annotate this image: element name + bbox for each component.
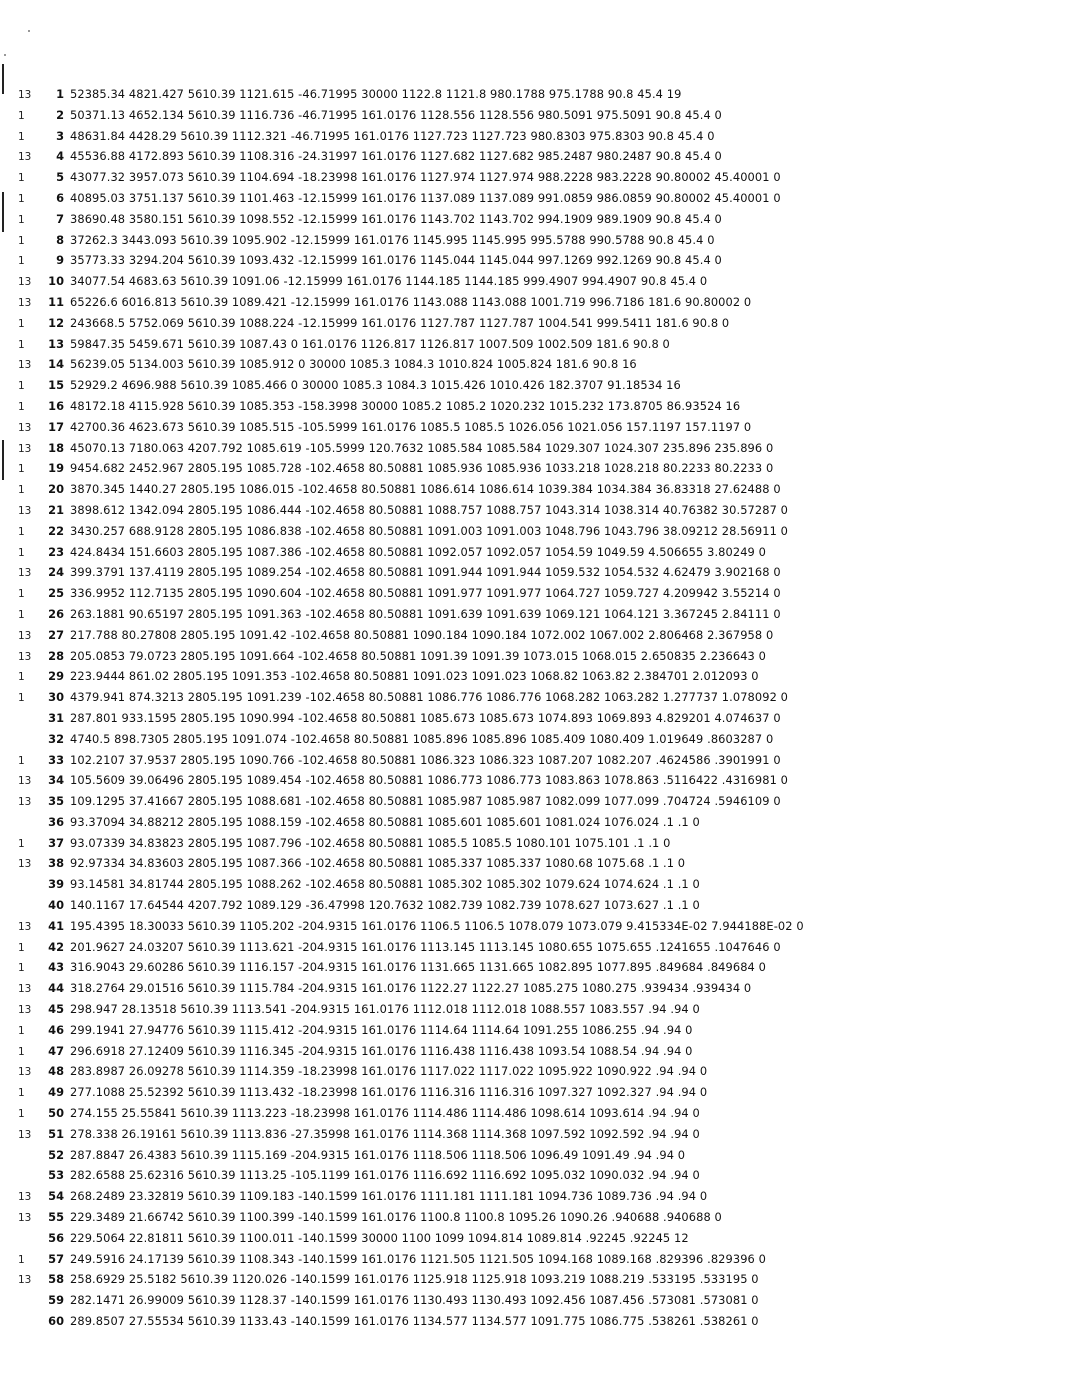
row-index: 13: [48, 336, 64, 351]
row-values: 195.4395 18.30033 5610.39 1105.202 -204.9315 161.0176 1106.5 1106.5 1078.079 1073.079 9.415334E-02 7.944188E-02 0: [70, 918, 804, 933]
row-index: 22: [48, 523, 64, 538]
row-index: 35: [48, 794, 64, 809]
table-row: [18, 1290, 1058, 1311]
row-values: 37262.3 3443.093 5610.39 1095.902 -12.15999 161.0176 1145.995 1145.995 995.5788 990.5788 90.8 45.4 0: [70, 232, 715, 247]
margin-code: 1: [18, 130, 25, 143]
margin-code: 13: [18, 504, 32, 517]
table-row: [18, 1103, 1058, 1124]
table-row: [18, 479, 1058, 500]
row-index: 34: [48, 773, 64, 788]
table-row: [18, 1269, 1058, 1290]
row-values: 201.9627 24.03207 5610.39 1113.621 -204.9315 161.0176 1113.145 1113.145 1080.655 1075.655 .1241655 .1047646 0: [70, 939, 781, 954]
row-values: 3430.257 688.9128 2805.195 1086.838 -102.4658 80.50881 1091.003 1091.003 1048.796 1043.796 38.09212 28.56911 0: [70, 523, 789, 538]
row-values: 93.37094 34.88212 2805.195 1088.159 -102.4658 80.50881 1085.601 1085.601 1081.024 1076.024 .1 .1 0: [70, 814, 700, 829]
row-index: 9: [56, 253, 64, 268]
table-row: [18, 729, 1058, 750]
row-values: 278.338 26.19161 5610.39 1113.836 -27.35998 161.0176 1114.368 1114.368 1097.592 1092.592 .94 .94 0: [70, 1126, 700, 1141]
table-row: [18, 999, 1058, 1020]
row-values: 92.97334 34.83603 2805.195 1087.366 -102.4658 80.50881 1085.337 1085.337 1080.68 1075.68 .1 .1 0: [70, 856, 686, 871]
scan-speck: [28, 30, 30, 32]
row-index: 56: [48, 1230, 64, 1245]
table-row: [18, 978, 1058, 999]
row-values: 56239.05 5134.003 5610.39 1085.912 0 30000 1085.3 1084.3 1010.824 1005.824 181.6 90.8 16: [70, 357, 637, 372]
table-row: [18, 146, 1058, 167]
row-index: 51: [48, 1126, 64, 1141]
row-values: 140.1167 17.64544 4207.792 1089.129 -36.47998 120.7632 1082.739 1082.739 1078.627 1073.627 .1 .1 0: [70, 898, 700, 913]
margin-code: 1: [18, 692, 25, 705]
table-row: [18, 105, 1058, 126]
table-row: [18, 833, 1058, 854]
row-values: 249.5916 24.17139 5610.39 1108.343 -140.1599 161.0176 1121.505 1121.505 1094.168 1089.168 .829396 .829396 0: [70, 1251, 766, 1266]
margin-code: 1: [18, 525, 25, 538]
table-row: [18, 354, 1058, 375]
row-index: 59: [48, 1293, 64, 1308]
table-row: [18, 313, 1058, 334]
row-values: 4379.941 874.3213 2805.195 1091.239 -102.4658 80.50881 1086.776 1086.776 1068.282 1063.282 1.277737 1.078092 0: [70, 690, 789, 705]
row-values: 229.5064 22.81811 5610.39 1100.011 -140.1599 30000 1100 1099 1094.814 1089.814 .92245 .92245 12: [70, 1230, 689, 1245]
row-index: 48: [48, 1064, 64, 1079]
row-index: 54: [48, 1189, 64, 1204]
row-values: 283.8987 26.09278 5610.39 1114.359 -18.23998 161.0176 1117.022 1117.022 1095.922 1090.922 .94 .94 0: [70, 1064, 708, 1079]
margin-code: 1: [18, 1024, 25, 1037]
margin-code: 13: [18, 796, 32, 809]
table-row: [18, 250, 1058, 271]
row-index: 16: [48, 398, 64, 413]
row-values: 43077.32 3957.073 5610.39 1104.694 -18.23998 161.0176 1127.974 1127.974 988.2228 983.2228 90.80002 45.40001 0: [70, 170, 781, 185]
table-row: [18, 167, 1058, 188]
row-index: 29: [48, 669, 64, 684]
table-row: [18, 542, 1058, 563]
table-row: [18, 895, 1058, 916]
margin-code: 1: [18, 588, 25, 601]
table-row: [18, 853, 1058, 874]
row-index: 41: [48, 918, 64, 933]
row-index: 60: [48, 1314, 64, 1329]
row-values: 105.5609 39.06496 2805.195 1089.454 -102.4658 80.50881 1086.773 1086.773 1083.863 1078.863 .5116422 .4316981 0: [70, 773, 789, 788]
table-row: [18, 292, 1058, 313]
row-values: 268.2489 23.32819 5610.39 1109.183 -140.1599 161.0176 1111.181 1111.181 1094.736 1089.736 .94 .94 0: [70, 1189, 708, 1204]
row-index: 5: [56, 170, 64, 185]
row-index: 6: [56, 190, 64, 205]
margin-code: 13: [18, 1004, 32, 1017]
table-row: [18, 271, 1058, 292]
margin-code: 13: [18, 442, 32, 455]
row-values: 102.2107 37.9537 2805.195 1090.766 -102.4658 80.50881 1086.323 1086.323 1087.207 1082.207 .4624586 .3901991 0: [70, 752, 781, 767]
row-values: 93.14581 34.81744 2805.195 1088.262 -102.4658 80.50881 1085.302 1085.302 1079.624 1074.624 .1 .1 0: [70, 877, 700, 892]
row-values: 109.1295 37.41667 2805.195 1088.681 -102.4658 80.50881 1085.987 1085.987 1082.099 1077.099 .704724 .5946109 0: [70, 794, 781, 809]
table-row: [18, 1186, 1058, 1207]
margin-code: 1: [18, 213, 25, 226]
row-index: 19: [48, 461, 64, 476]
row-values: 3898.612 1342.094 2805.195 1086.444 -102.4658 80.50881 1088.757 1088.757 1043.314 1038.314 40.76382 30.57287 0: [70, 502, 789, 517]
row-values: 289.8507 27.55534 5610.39 1133.43 -140.1599 161.0176 1134.577 1134.577 1091.775 1086.775 .538261 .538261 0: [70, 1314, 759, 1329]
margin-code: 13: [18, 1212, 32, 1225]
margin-code: 1: [18, 941, 25, 954]
row-index: 21: [48, 502, 64, 517]
margin-code: 13: [18, 775, 32, 788]
row-values: 424.8434 151.6603 2805.195 1087.386 -102.4658 80.50881 1092.057 1092.057 1054.59 1049.59 4.506655 3.80249 0: [70, 544, 766, 559]
row-index: 58: [48, 1272, 64, 1287]
table-row: [18, 770, 1058, 791]
margin-code: 13: [18, 421, 32, 434]
row-index: 28: [48, 648, 64, 663]
table-row: [18, 1020, 1058, 1041]
row-index: 43: [48, 960, 64, 975]
row-values: 277.1088 25.52392 5610.39 1113.432 -18.23998 161.0176 1116.316 1116.316 1097.327 1092.327 .94 .94 0: [70, 1085, 708, 1100]
row-values: 336.9952 112.7135 2805.195 1090.604 -102.4658 80.50881 1091.977 1091.977 1064.727 1059.727 4.209942 3.55214 0: [70, 586, 781, 601]
row-index: 15: [48, 378, 64, 393]
row-values: 205.0853 79.0723 2805.195 1091.664 -102.4658 80.50881 1091.39 1091.39 1073.015 1068.015 2.650835 2.236643 0: [70, 648, 766, 663]
row-index: 45: [48, 1002, 64, 1017]
row-values: 65226.6 6016.813 5610.39 1089.421 -12.15999 161.0176 1143.088 1143.088 1001.719 996.7186 181.6 90.80002 0: [70, 294, 752, 309]
margin-code: 1: [18, 671, 25, 684]
row-values: 52385.34 4821.427 5610.39 1121.615 -46.71995 30000 1122.8 1121.8 980.1788 975.1788 90.8 45.4 19: [70, 87, 682, 101]
margin-code: 1: [18, 172, 25, 185]
left-margin-mark: [2, 64, 4, 94]
table-row: [18, 687, 1058, 708]
row-index: 18: [48, 440, 64, 455]
row-values: 217.788 80.27808 2805.195 1091.42 -102.4658 80.50881 1090.184 1090.184 1072.002 1067.002 2.806468 2.367958 0: [70, 627, 774, 642]
table-row: [18, 1124, 1058, 1145]
margin-code: 1: [18, 484, 25, 497]
table-row: [18, 126, 1058, 147]
table-row: [18, 874, 1058, 895]
table-row: [18, 791, 1058, 812]
row-values: 93.07339 34.83823 2805.195 1087.796 -102.4658 80.50881 1085.5 1085.5 1080.101 1075.101 .1 .1 0: [70, 835, 671, 850]
row-values: 282.6588 25.62316 5610.39 1113.25 -105.1199 161.0176 1116.692 1116.692 1095.032 1090.032 .94 .94 0: [70, 1168, 700, 1183]
table-row: [18, 666, 1058, 687]
row-index: 20: [48, 482, 64, 497]
margin-code: 1: [18, 109, 25, 122]
row-index: 53: [48, 1168, 64, 1183]
table-row: [18, 396, 1058, 417]
table-row: [18, 1165, 1058, 1186]
row-values: 48172.18 4115.928 5610.39 1085.353 -158.3998 30000 1085.2 1085.2 1020.232 1015.232 173.8705 86.93524 16: [70, 398, 741, 413]
row-values: 52929.2 4696.988 5610.39 1085.466 0 30000 1085.3 1084.3 1015.426 1010.426 182.3707 91.18534 16: [70, 378, 681, 393]
row-values: 35773.33 3294.204 5610.39 1093.432 -12.15999 161.0176 1145.044 1145.044 997.1269 992.1269 90.8 45.4 0: [70, 253, 722, 268]
table-row: [18, 625, 1058, 646]
row-values: 4740.5 898.7305 2805.195 1091.074 -102.4658 80.50881 1085.896 1085.896 1085.409 1080.409 1.019649 .8603287 0: [70, 731, 774, 746]
row-index: 26: [48, 606, 64, 621]
table-row: [18, 750, 1058, 771]
margin-code: 1: [18, 317, 25, 330]
table-row: [18, 812, 1058, 833]
left-margin-mark: [2, 192, 4, 232]
row-values: 9454.682 2452.967 2805.195 1085.728 -102.4658 80.50881 1085.936 1085.936 1033.218 1028.218 80.2233 80.2233 0: [70, 461, 774, 476]
row-index: 24: [48, 565, 64, 580]
margin-code: 1: [18, 608, 25, 621]
row-values: 299.1941 27.94776 5610.39 1115.412 -204.9315 161.0176 1114.64 1114.64 1091.255 1086.255 .94 .94 0: [70, 1022, 693, 1037]
row-index: 40: [48, 898, 64, 913]
table-row: [18, 1061, 1058, 1082]
row-values: 243668.5 5752.069 5610.39 1088.224 -12.15999 161.0176 1127.787 1127.787 1004.541 999.5411 181.6 90.8 0: [70, 315, 730, 330]
table-row: [18, 1228, 1058, 1249]
row-index: 31: [48, 710, 64, 725]
margin-code: 1: [18, 754, 25, 767]
row-index: 37: [48, 835, 64, 850]
margin-code: 1: [18, 1045, 25, 1058]
table-row: [18, 957, 1058, 978]
table-row: [18, 583, 1058, 604]
row-index: 7: [56, 211, 64, 226]
margin-code: 1: [18, 837, 25, 850]
row-index: 30: [48, 690, 64, 705]
table-row: [18, 84, 1058, 105]
row-index: 25: [48, 586, 64, 601]
margin-code: 1: [18, 463, 25, 476]
scan-speck: [4, 54, 6, 56]
margin-code: 13: [18, 296, 32, 309]
row-values: 263.1881 90.65197 2805.195 1091.363 -102.4658 80.50881 1091.639 1091.639 1069.121 1064.121 3.367245 2.84111 0: [70, 606, 781, 621]
margin-code: 13: [18, 1128, 32, 1141]
data-table: [18, 84, 1058, 1332]
row-index: 50: [48, 1106, 64, 1121]
row-values: 298.947 28.13518 5610.39 1113.541 -204.9315 161.0176 1112.018 1112.018 1088.557 1083.557 .94 .94 0: [70, 1002, 700, 1017]
row-index: 2: [56, 107, 64, 122]
margin-code: 1: [18, 380, 25, 393]
row-index: 14: [48, 357, 64, 372]
row-index: 49: [48, 1085, 64, 1100]
table-row: [18, 188, 1058, 209]
table-row: [18, 562, 1058, 583]
margin-code: 1: [18, 338, 25, 351]
row-index: 32: [48, 731, 64, 746]
row-values: 229.3489 21.66742 5610.39 1100.399 -140.1599 161.0176 1100.8 1100.8 1095.26 1090.26 .940688 .940688 0: [70, 1210, 722, 1225]
row-index: 33: [48, 752, 64, 767]
row-index: 36: [48, 814, 64, 829]
row-values: 34077.54 4683.63 5610.39 1091.06 -12.15999 161.0176 1144.185 1144.185 999.4907 994.4907 90.8 45.4 0: [70, 274, 708, 289]
margin-code: 1: [18, 1253, 25, 1266]
row-values: 274.155 25.55841 5610.39 1113.223 -18.23998 161.0176 1114.486 1114.486 1098.614 1093.614 .94 .94 0: [70, 1106, 700, 1121]
margin-code: 1: [18, 1108, 25, 1121]
row-values: 223.9444 861.02 2805.195 1091.353 -102.4658 80.50881 1091.023 1091.023 1068.82 1063.82 2.384701 2.012093 0: [70, 669, 759, 684]
row-values: 59847.35 5459.671 5610.39 1087.43 0 161.0176 1126.817 1126.817 1007.509 1002.509 181.6 90.8 0: [70, 336, 670, 351]
row-index: 47: [48, 1043, 64, 1058]
margin-code: 13: [18, 1191, 32, 1204]
row-index: 38: [48, 856, 64, 871]
table-row: [18, 417, 1058, 438]
table-row: [18, 209, 1058, 230]
row-index: 52: [48, 1147, 64, 1162]
table-row: [18, 1311, 1058, 1332]
table-row: [18, 1207, 1058, 1228]
row-values: 296.6918 27.12409 5610.39 1116.345 -204.9315 161.0176 1116.438 1116.438 1093.54 1088.54 .94 .94 0: [70, 1043, 693, 1058]
row-values: 3870.345 1440.27 2805.195 1086.015 -102.4658 80.50881 1086.614 1086.614 1039.384 1034.384 36.83318 27.62488 0: [70, 482, 781, 497]
row-index: 23: [48, 544, 64, 559]
margin-code: 13: [18, 276, 32, 289]
row-index: 44: [48, 981, 64, 996]
row-values: 282.1471 26.99009 5610.39 1128.37 -140.1599 161.0176 1130.493 1130.493 1092.456 1087.456 .573081 .573081 0: [70, 1293, 759, 1308]
row-index: 57: [48, 1251, 64, 1266]
row-index: 12: [48, 315, 64, 330]
margin-code: 13: [18, 920, 32, 933]
margin-code: 1: [18, 962, 25, 975]
row-index: 17: [48, 419, 64, 434]
margin-code: 1: [18, 1087, 25, 1100]
row-values: 287.8847 26.4383 5610.39 1115.169 -204.9315 161.0176 1118.506 1118.506 1096.49 1091.49 .94 .94 0: [70, 1147, 686, 1162]
row-values: 287.801 933.1595 2805.195 1090.994 -102.4658 80.50881 1085.673 1085.673 1074.893 1069.893 4.829201 4.074637 0: [70, 710, 781, 725]
row-index: 4: [56, 149, 64, 164]
row-values: 42700.36 4623.673 5610.39 1085.515 -105.5999 161.0176 1085.5 1085.5 1026.056 1021.056 157.1197 157.1197 0: [70, 419, 752, 434]
row-index: 11: [48, 294, 64, 309]
margin-code: 13: [18, 858, 32, 871]
table-row: [18, 334, 1058, 355]
row-values: 258.6929 25.5182 5610.39 1120.026 -140.1599 161.0176 1125.918 1125.918 1093.219 1088.219 .533195 .533195 0: [70, 1272, 759, 1287]
table-row: [18, 438, 1058, 459]
table-row: [18, 1041, 1058, 1062]
margin-code: 1: [18, 234, 25, 247]
margin-code: 1: [18, 255, 25, 268]
row-index: 42: [48, 939, 64, 954]
table-row: [18, 230, 1058, 251]
margin-code: 13: [18, 151, 32, 164]
margin-code: 13: [18, 650, 32, 663]
margin-code: 13: [18, 1066, 32, 1079]
margin-code: 13: [18, 89, 32, 101]
table-row: [18, 1145, 1058, 1166]
table-row: [18, 646, 1058, 667]
row-index: 46: [48, 1022, 64, 1037]
table-row: [18, 708, 1058, 729]
row-values: 40895.03 3751.137 5610.39 1101.463 -12.15999 161.0176 1137.089 1137.089 991.0859 986.0859 90.80002 45.40001 0: [70, 190, 781, 205]
row-index: 39: [48, 877, 64, 892]
table-row: [18, 937, 1058, 958]
table-row: [18, 916, 1058, 937]
margin-code: 13: [18, 1274, 32, 1287]
table-row: [18, 458, 1058, 479]
table-row: [18, 521, 1058, 542]
margin-code: 1: [18, 400, 25, 413]
row-index: 10: [48, 274, 64, 289]
margin-code: 13: [18, 567, 32, 580]
row-index: 1: [56, 87, 64, 101]
row-values: 48631.84 4428.29 5610.39 1112.321 -46.71995 161.0176 1127.723 1127.723 980.8303 975.8303 90.8 45.4 0: [70, 128, 715, 143]
row-values: 316.9043 29.60286 5610.39 1116.157 -204.9315 161.0176 1131.665 1131.665 1082.895 1077.895 .849684 .849684 0: [70, 960, 766, 975]
left-margin-mark: [2, 440, 4, 480]
table-row: [18, 1249, 1058, 1270]
margin-code: 1: [18, 546, 25, 559]
table-row: [18, 604, 1058, 625]
row-values: 50371.13 4652.134 5610.39 1116.736 -46.71995 161.0176 1128.556 1128.556 980.5091 975.5091 90.8 45.4 0: [70, 107, 722, 122]
row-index: 55: [48, 1210, 64, 1225]
table-row: [18, 500, 1058, 521]
row-index: 3: [56, 128, 64, 143]
row-values: 318.2764 29.01516 5610.39 1115.784 -204.9315 161.0176 1122.27 1122.27 1085.275 1080.275 .939434 .939434 0: [70, 981, 752, 996]
row-values: 45070.13 7180.063 4207.792 1085.619 -105.5999 120.7632 1085.584 1085.584 1029.307 1024.307 235.896 235.896 0: [70, 440, 774, 455]
row-values: 38690.48 3580.151 5610.39 1098.552 -12.15999 161.0176 1143.702 1143.702 994.1909 989.1909 90.8 45.4 0: [70, 211, 722, 226]
row-values: 45536.88 4172.893 5610.39 1108.316 -24.31997 161.0176 1127.682 1127.682 985.2487 980.2487 90.8 45.4 0: [70, 149, 722, 164]
row-values: 399.3791 137.4119 2805.195 1089.254 -102.4658 80.50881 1091.944 1091.944 1059.532 1054.532 4.62479 3.902168 0: [70, 565, 781, 580]
margin-code: 13: [18, 983, 32, 996]
row-index: 8: [56, 232, 64, 247]
table-row: [18, 1082, 1058, 1103]
row-index: 27: [48, 627, 64, 642]
margin-code: 13: [18, 629, 32, 642]
margin-code: 1: [18, 192, 25, 205]
table-row: [18, 375, 1058, 396]
margin-code: 13: [18, 359, 32, 372]
